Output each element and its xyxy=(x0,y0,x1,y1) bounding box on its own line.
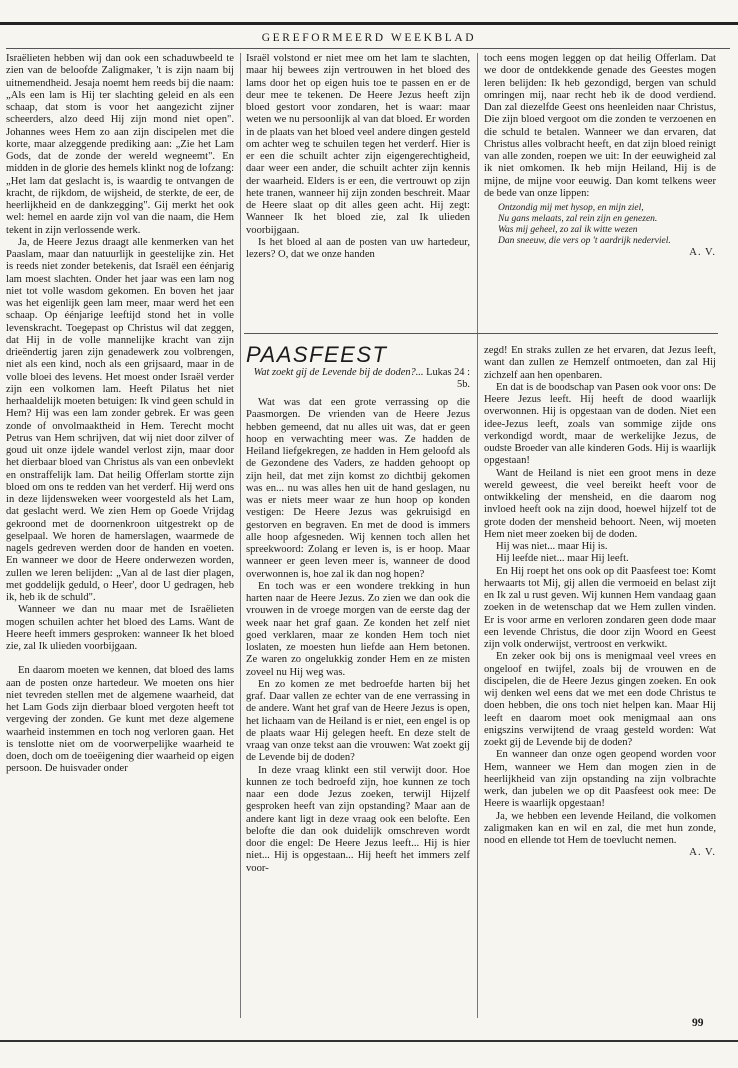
paragraph: Israël volstond er niet mee om het lam te slachten, maar hij bewees zijn vertrouwen in het bloed des lams door het op eigen huis toe te passen en er de deur mee te tekenen. De Heere Jezus heeft zijn bloed gestort voor zondaren, het is waar: maar weten we nu persoonlijk al van dat bloed. Er worden in de plaats van het bloed veel andere dingen gesteld om achter weg te schuilen tegen het verderf. Hier is er een die schuilt achter zijn eigengerechtigheid, daar weer een ander, die schuilt achter zijn kennis der waarheid. Elders is er een, die vertrouwt op zijn hete tranen, wanneer hij zijn zonden beschreit. Maar de Heere slaat op dit alles geen acht. Hij zegt: Wanneer Ik het bloed zie, zal Ik ulieden voorbijgaan. xyxy=(246,53,470,236)
paragraph: zegd! En straks zullen ze het ervaren, dat Jezus leeft, want dan zullen ze Hemzelf ontmoeten, dan zal Hij zichzelf aan hen openbaren. xyxy=(484,345,716,381)
article2-column2 xyxy=(246,397,470,875)
poem-quote xyxy=(498,203,716,247)
paragraph: Want de Heiland is niet een groot mens in deze wereld geweest, die veel bereikt heeft voor de ontwikkeling der mensheid, en die daarom nog invloed heeft ook na zijn dood, hoewel hijzelf tot de grote doden der mensheid behoort. Neen, wij moeten Hem niet meer zoeken bij de doden. xyxy=(484,467,716,540)
paragraph: En wanneer dan onze ogen geopend worden voor Hem, wanneer we Hem dan mogen zien in de heerlijkheid van zijn opstanding na zijn volbrachte werk, dan jubelen we op dit Paasfeest ook mee: De Heere is waarlijk opgestaan! xyxy=(484,749,716,810)
paragraph: En zo komen ze met bedroefde harten bij het graf. Daar vallen ze echter van de ene verrassing in de andere. Want het graf van de Heere Jezus is open, het lichaam van de Heiland is er niet, een engel is op de plaats waar Hij gelegen heeft. En deze stelt de vraag van onze tekst aan die vrouwen: Wat zoekt gij de Levende bij de doden? xyxy=(246,678,470,764)
paragraph: Ja, we hebben een levende Heiland, die volkomen zaligmaken kan en wil en zal, die met hun zonde, nood en ellende tot Hem de toevlucht nemen. xyxy=(484,810,716,846)
top-rule xyxy=(0,22,738,25)
column-divider xyxy=(477,53,478,1018)
verse-reference: Lukas 24 : 5b. xyxy=(426,367,470,390)
paragraph: En daarom moeten we kennen, dat bloed des lams aan de posten onze hartedeur. We moeten ons hier niet tevreden stellen met de algemene waarheid, dat het Lam Gods zijn dierbaar bloed vergoten heeft tot vergeving der zonden. Ge kunt met deze algemene waarheid instemmen en toch nog verloren gaan. Het is tenslotte niet om de voorwerpelijke waarheid te doen, doch om de toeëigening dier waarheid op eigen persoon. De huisvader onder xyxy=(6,665,234,775)
poem-line: Ontzondig mij met hysop, en mijn ziel, xyxy=(498,203,644,213)
bottom-rule xyxy=(0,1040,738,1042)
paragraph: toch eens mogen leggen op dat heilig Offerlam. Dat we door de ontdekkende genade des Geestes mogen leren belijden: Ik heb gezondigd, bergen van schuld omringen mij, naar recht heb ik de dood verdiend. Dan zal diezelfde Geest ons heenleiden naar Christus, Die zijn bloed vergoot om die zonden te verzoenen en die schuld te betalen. Wanneer we dan ervaren, dat Christus alles volbracht heeft, en dat zijn bloed reinigt van alle zonden, roepen we uit: In der eeuwigheid zal ik niet omkomen. Ik heb mijn Heiland, Hij is de mijne, de mijne voor eeuwig. Dan komt telkens weer de bede van onze lippen: xyxy=(484,53,716,199)
poem-line: Dan sneeuw, die vers op 't aardrijk nederviel. xyxy=(498,236,671,246)
paragraph: Hij leefde niet... maar Hij leeft. xyxy=(496,553,629,565)
article1-column2 xyxy=(246,53,470,261)
paragraph: En zeker ook bij ons is menigmaal veel vrees en ongeloof en twijfel, zoals bij de vrouwen en de discipelen, die de Heere Jezus gingen zoeken. En ook wij denken wel eens dat we met een dode Christus te doen hebben, die ons toch niet helpen kan. Maar Hij leeft en daarom moet ook menigmaal aan ons enigszins verwijtend de vraag gesteld worden: Wat zoekt gij de Levende bij de doden? xyxy=(484,651,716,748)
paragraph: Hij was niet... maar Hij is. xyxy=(496,541,608,552)
verse-quote: Wat zoekt gij de Levende bij de doden?... xyxy=(253,367,424,378)
author-signature: A. V. xyxy=(689,247,716,258)
article1-column1 xyxy=(6,53,234,776)
running-header: GEREFORMEERD WEEKBLAD xyxy=(261,32,477,44)
article2-column3 xyxy=(484,345,716,860)
poem-line: Nu gans melaats, zal rein zijn en genezen. xyxy=(498,214,658,224)
article-separator xyxy=(244,333,718,334)
article-title: PAASFEEST xyxy=(246,342,388,367)
paragraph: En dat is de boodschap van Pasen ook voor ons: De Heere Jezus leeft. Hij heeft de dood waarlijk overwonnen. Hij is opgestaan van de doden. Niet een idee-Jezus leeft, zoals van sommige zijde ons verkondigd wordt, maar de werkelijke Jezus, de oudste Broeder van alle kinderen Gods. Hij is waarlijk opgestaan! xyxy=(484,381,716,467)
header-rule xyxy=(6,48,730,49)
paragraph: En Hij roept het ons ook op dit Paasfeest toe: Komt herwaarts tot Mij, gij allen die vermoeid en belast zijt en Ik zal u rust geven. Wij kunnen Hem vandaag gaan zoeken in de wetenschap dat we Hem zullen vinden. Er is voor arme en verloren zondaren geen dode maar een levende Christus, die door zijn Woord en Geest zijn volk onderwijst, vertroost en verkwikt. xyxy=(484,565,716,650)
article1-column3 xyxy=(484,53,716,259)
paragraph: Wat was dat een grote verrassing op die Paasmorgen. De vrienden van de Heere Jezus hebben gemeend, dat nu alles uit was, dat er geen hoop en verwachting meer was. Ze hadden de Heiland liefgekregen, ze hadden in Hem geloofd als de Gezondene des Vaders, ze hadden gehoopt op zijn heil, dat met zijn komst zo dichtbij gekomen was en... nu was alles hen uit de hand geslagen, nu was er niets meer waar ze hun hoop op konden vestigen: De Heere Jezus was gekruisigd en gestorven en begraven. En met de dood is immers alle hoop afgesneden. Wij kennen toch allen het spreekwoord: Zolang er leven is, is er hoop. Maar wanneer er geen leven meer is, wanneer de dood overwonnen is, hoe zal ik dan nog hopen? xyxy=(246,397,470,580)
scripture-verse xyxy=(246,367,470,391)
column-divider xyxy=(240,53,241,1018)
page-number: 99 xyxy=(692,1017,704,1029)
paragraph: Wanneer we dan nu maar met de Israëlieten mogen schuilen achter het bloed des Lams. Want de Heere heeft immers gesproken: wanneer Ik het bloed zie, zal Ik ulieden voorbijgaan. xyxy=(6,604,234,652)
paragraph: Ja, de Heere Jezus draagt alle kenmerken van het Paaslam, maar dan natuurlijk in geestelijke zin. Het is reeds niet zonder betekenis, dat Israël een éénjarig lam moest slachten. Onder het jaar was een lam nog niet tot volle wasdom gekomen. En boven het jaar was het eigenlijk geen lam meer, maar werd het een schaap. Op éénjarige leeftijd stond het in volle levenskracht. Toegepast op Christus wil dat zeggen, dat Hij in de volle mannelijke kracht van zijn drieëndertig jaren zijn genadewerk zou volbrengen, niet als een kind, noch als een grijsaard, maar in de volle bloei des levens. Het moest onder Israël verder zijn een volkomen lam. Heeft Pilatus het niet herhaaldelijk moeten betuigen: Ik vind geen schuld in Hem? Hij was een lam zonder gebrek. Er was geen zonde of onvolmaaktheid in Hem. Terecht mocht Petrus van Hem schrijven, dat wij niet door zilver of goud uit onze ijdele wandel verlost zijn, maar door het dierbaar bloed van Christus als van een onbevlekt en onstraffelijk lam. Dat heilig Offerlam stortte zijn bloed om ons te redden van het verderf. Hij werd ons in deze lijdensweken weer voorgesteld als het Lam, dat geslacht werd. We zien Hem op Goede Vrijdag gekroond met de doornenkroon uitgestrekt op de geselpaal. We horen de hamerslagen, waarmede de nagels gedreven werden door de handen en voeten. En wanneer we door de Heere onderwezen worden, zullen we leren belijden: „Van al de last dier plagen, met goddelijk geduld, o Heer', door U gedragen, heb ik, heb ik de schuld". xyxy=(6,236,234,603)
paragraph: In deze vraag klinkt een stil verwijt door. Hoe kunnen ze toch bedroefd zijn, hoe kunnen ze toch naar een dode Jezus zoeken, terwijl Hijzelf gesproken heeft van zijn opstanding? Maar aan de andere kant ligt in deze vraag ook een belofte. Een belofte die dan ook duidelijk omschreven wordt door die engel: De Heere Jezus leeft... Hij is hier niet... Hij is opgestaan... Hij heeft het immers zelf voor- xyxy=(246,764,470,874)
poem-line: Was mij geheel, zo zal ik witte wezen xyxy=(498,225,638,235)
author-signature: A. V. xyxy=(689,847,716,859)
paragraph: Is het bloed al aan de posten van uw hartedeur, lezers? O, dat we onze handen xyxy=(246,236,470,260)
paragraph: Israëlieten hebben wij dan ook een schaduwbeeld te zien van de beloofde Zaligmaker, 't is zijn naam bij uitnemendheid. Jesaja noemt hem reeds bij die naam: „Als een lam is Hij ter slachting geleid en als een schaap, dat stom is voor het aangezicht zijner scheerders, alzo deed Hij zijn mond niet open". Johannes wees Hem zo aan zijn discipelen met die korte, maar alzeggende prediking aan: „Zie het Lam Gods, dat de zonde der wereld wegneemt". En midden in de glorie des hemels klinkt nog de lofzang: „Het lam dat geslacht is, is waardig te ontvangen de kracht, de rijkdom, de wijsheid, de sterkte, de eer, de heerlijkheid en de dankzegging". Gij merkt het ook wel: hemel en aarde zijn vol van die naam, die Hem tekent in zijn verlossende werk. xyxy=(6,53,235,236)
paragraph: En toch was er een wondere trekking in hun harten naar de Heere Jezus. Zo zien we dan ook die vrouwen in de vroege morgen van de eerste dag der week naar het graf gaan. Ze konden het zelf niet goed verklaren, maar ze konden Hem toch niet loslaten, ze moesten hun liefde aan Hem betonen. Ze waren zo ongelukkig zonder Hem en ze misten zoveel nu Hij weg was. xyxy=(246,580,470,678)
